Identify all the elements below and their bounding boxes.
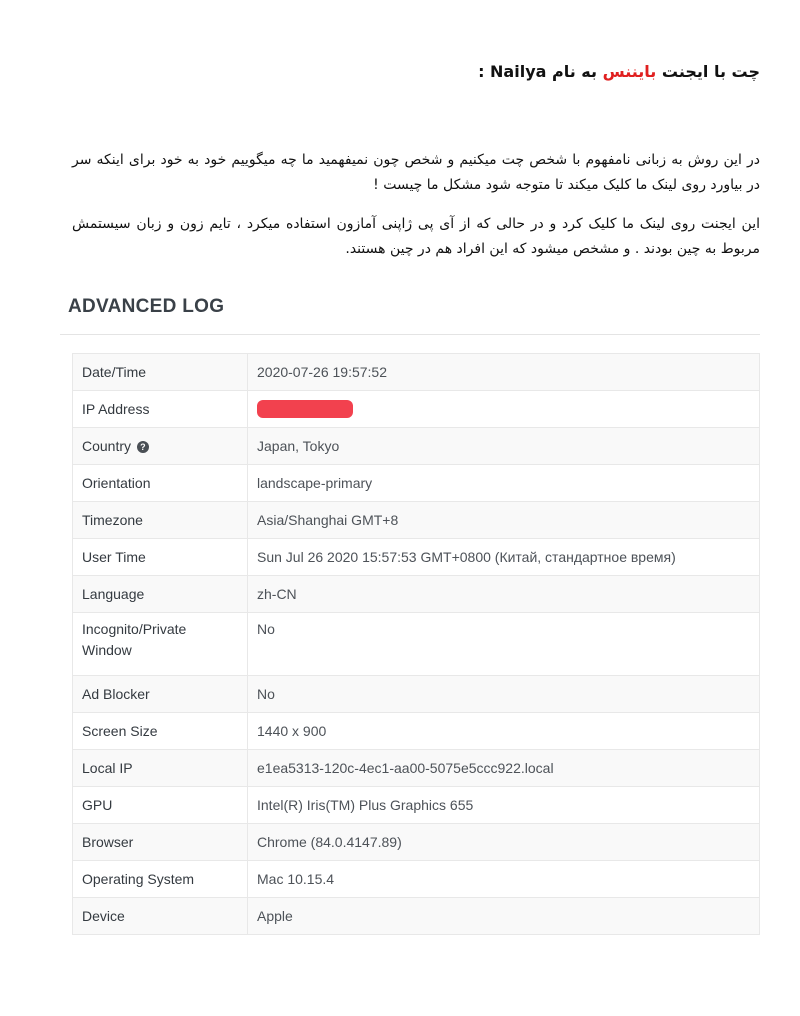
table-row [73,898,760,935]
table-row [73,391,760,428]
row-key: Operating System [73,861,248,898]
row-value: No [248,613,760,676]
row-value: No [248,676,760,713]
row-value: Japan, Tokyo [248,428,760,465]
row-key: Incognito/Private Window [73,613,248,676]
row-value: Chrome (84.0.4147.89) [248,824,760,861]
row-value: Asia/Shanghai GMT+8 [248,502,760,539]
row-value: Mac 10.15.4 [248,861,760,898]
table-row [73,502,760,539]
row-key: Browser [73,824,248,861]
table-row [73,861,760,898]
advanced-log-title: ADVANCED LOG [68,296,225,317]
row-value: 2020-07-26 19:57:52 [248,354,760,391]
row-key-with-help [73,428,248,465]
title-divider [60,334,760,335]
heading-brand: بایننس [602,62,657,81]
row-value: 1440 x 900 [248,713,760,750]
row-key: GPU [73,787,248,824]
row-value: e1ea5313-120c-4ec1-aa00-5075e5ccc922.local [248,750,760,787]
row-value: landscape-primary [248,465,760,502]
row-key: Screen Size [73,713,248,750]
table-row [73,750,760,787]
table-row [73,465,760,502]
row-value-redacted [248,391,760,428]
row-key: Orientation [73,465,248,502]
row-key: Date/Time [73,354,248,391]
table-row [73,613,760,676]
row-value: Intel(R) Iris(TM) Plus Graphics 655 [248,787,760,824]
table-row [73,824,760,861]
redaction-bar [257,400,353,418]
row-key: Ad Blocker [73,676,248,713]
paragraph-method: در این روش به زبانی نامفهوم با شخص چت میکنیم و شخص چون نمیفهمید ما چه میگوییم خود به خود برای اینکه سر در بیاورد روی لینک ما کلیک میکند تا متوجه شود مشکل ما چیست ! [72,152,760,193]
table-row [73,676,760,713]
paragraph-findings: این ایجنت روی لینک ما کلیک کرد و در حالی که از آی پی ژاپنی آمازون استفاده میکرد ، تایم زون و زبان سیستمش مربوط به چین بودند . و مشخص میشود که این افراد هم در چین هستند. [72,216,760,257]
table-row [73,354,760,391]
page-heading [478,62,760,81]
heading-prefix: چت با ایجنت [661,62,760,81]
help-icon[interactable]: ? [137,441,149,453]
row-key: Device [73,898,248,935]
row-key: User Time [73,539,248,576]
row-key: Local IP [73,750,248,787]
row-key: Timezone [73,502,248,539]
heading-suffix: به نام Nailya : [478,62,598,81]
table-row [73,428,760,465]
advanced-log-table [72,353,760,935]
row-value: Apple [248,898,760,935]
row-key: Language [73,576,248,613]
table-row [73,787,760,824]
table-row [73,713,760,750]
row-value: zh-CN [248,576,760,613]
row-key: IP Address [73,391,248,428]
table-row [73,576,760,613]
table-row [73,539,760,576]
row-key: Country [82,438,132,454]
row-value: Sun Jul 26 2020 15:57:53 GMT+0800 (Китай, стандартное время) [248,539,760,576]
